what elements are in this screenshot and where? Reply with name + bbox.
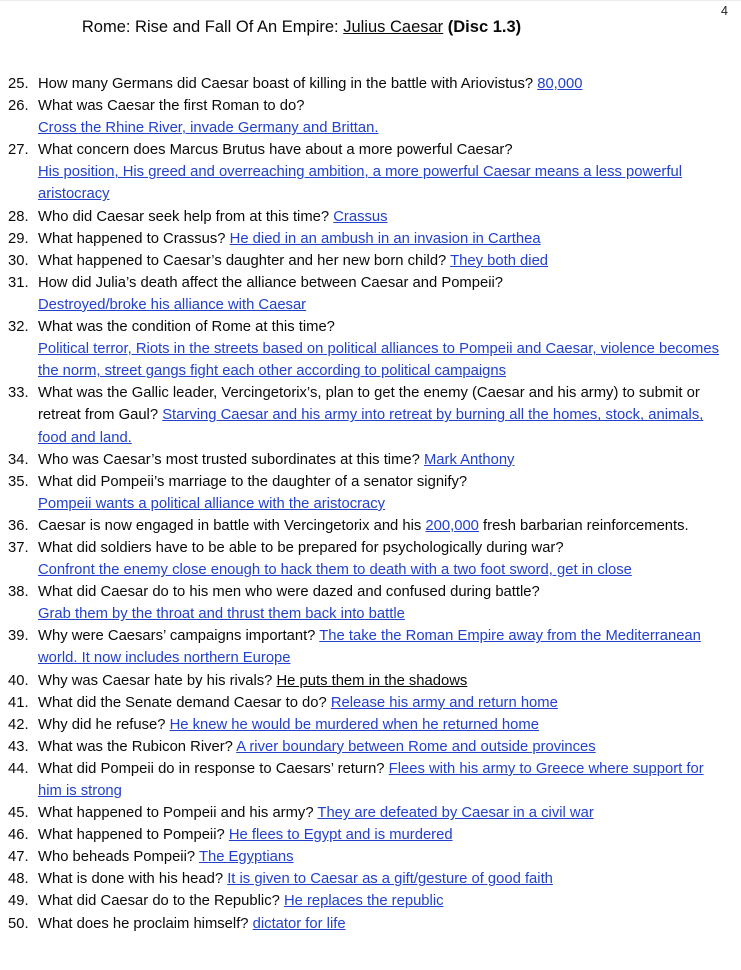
answer-text: His position, His greed and overreaching ambition, a more powerful Caesar means a less powerful aristocracy bbox=[38, 164, 682, 203]
question-text: Why were Caesars’ campaigns important? bbox=[38, 628, 320, 645]
answer-text: Pompeii wants a political alliance with the aristocracy bbox=[38, 495, 386, 512]
answer-text: Starving Caesar and his army into retreat by burning all the homes, stock, animals, food and land. bbox=[38, 407, 704, 446]
question-number: 30. bbox=[8, 252, 29, 269]
question-number: 49. bbox=[8, 893, 29, 910]
question-text: fresh barbarian reinforcements. bbox=[478, 517, 689, 534]
question-number: 40. bbox=[8, 672, 29, 689]
question-item bbox=[8, 670, 722, 692]
question-item bbox=[8, 316, 722, 382]
question-text: Who beheads Pompeii? bbox=[38, 849, 199, 866]
answer-text: Political terror, Riots in the streets based on political alliances to Pompeii and Caesar, violence becomes the norm, street gangs fight each other according to political campaigns bbox=[38, 341, 720, 380]
question-item bbox=[8, 824, 722, 846]
question-item bbox=[8, 515, 722, 537]
question-item bbox=[8, 382, 722, 448]
answer-text: He died in an ambush in an invasion in Carthea bbox=[229, 230, 541, 247]
answer-text: The take the Roman Empire away from the Mediterranean world. It now includes northern Europe bbox=[38, 628, 701, 667]
question-item bbox=[8, 868, 722, 890]
answer-text: A river boundary between Rome and outside provinces bbox=[236, 738, 596, 755]
question-number: 42. bbox=[8, 716, 29, 733]
answer-text: 200,000 bbox=[425, 517, 479, 534]
question-item bbox=[8, 913, 722, 935]
question-number: 35. bbox=[8, 473, 29, 490]
question-item bbox=[8, 272, 722, 316]
question-number: 37. bbox=[8, 539, 29, 556]
question-text: What did the Senate demand Caesar to do? bbox=[38, 694, 331, 711]
question-text: What happened to Crassus? bbox=[38, 230, 230, 247]
question-text: How did Julia’s death affect the alliance between Caesar and Pompeii? bbox=[38, 274, 504, 291]
question-item bbox=[8, 206, 722, 228]
question-item bbox=[8, 846, 722, 868]
page-number: 4 bbox=[721, 4, 728, 18]
question-item bbox=[8, 139, 722, 205]
question-text: Who did Caesar seek help from at this time? bbox=[38, 208, 334, 225]
question-number: 50. bbox=[8, 915, 29, 932]
question-text: What did Caesar do to the Republic? bbox=[38, 893, 284, 910]
question-text: What happened to Pompeii and his army? bbox=[38, 805, 318, 822]
question-number: 46. bbox=[8, 827, 29, 844]
question-item bbox=[8, 802, 722, 824]
question-number: 32. bbox=[8, 319, 29, 336]
question-number: 43. bbox=[8, 738, 29, 755]
answer-text: Release his army and return home bbox=[330, 694, 558, 711]
title-disc-label: (Disc 1.3) bbox=[443, 18, 522, 36]
question-text: Why did he refuse? bbox=[38, 716, 170, 733]
question-text: What happened to Pompeii? bbox=[38, 827, 229, 844]
question-item bbox=[8, 758, 722, 802]
question-item bbox=[8, 890, 722, 912]
answer-text: Confront the enemy close enough to hack them to death with a two foot sword, get in close bbox=[38, 562, 632, 579]
question-number: 28. bbox=[8, 208, 29, 225]
answer-text: The Egyptians bbox=[198, 849, 294, 866]
question-number: 31. bbox=[8, 274, 29, 291]
question-number: 27. bbox=[8, 142, 29, 159]
question-text: What did Caesar do to his men who were dazed and confused during battle? bbox=[38, 584, 540, 601]
question-number: 36. bbox=[8, 517, 29, 534]
question-number: 25. bbox=[8, 76, 29, 92]
question-text: Who was Caesar’s most trusted subordinates at this time? bbox=[38, 451, 424, 468]
answer-text: Mark Anthony bbox=[423, 451, 515, 468]
question-text: What did Pompeii do in response to Caesars’ return? bbox=[38, 760, 389, 777]
question-text: How many Germans did Caesar boast of killing in the battle with Ariovistus? bbox=[38, 76, 538, 92]
question-number: 45. bbox=[8, 805, 29, 822]
answer-text: dictator for life bbox=[252, 915, 346, 932]
question-text: What was the condition of Rome at this time? bbox=[38, 319, 335, 336]
question-item bbox=[8, 73, 722, 95]
question-item bbox=[8, 537, 722, 581]
question-item bbox=[8, 714, 722, 736]
answer-text: He flees to Egypt and is murdered bbox=[228, 827, 453, 844]
question-text: What is done with his head? bbox=[38, 871, 228, 888]
question-item bbox=[8, 250, 722, 272]
question-text: What concern does Marcus Brutus have about a more powerful Caesar? bbox=[38, 142, 513, 159]
question-number: 48. bbox=[8, 871, 29, 888]
question-item bbox=[8, 692, 722, 714]
title-prefix: Rome: Rise and Fall Of An Empire: bbox=[81, 18, 344, 36]
document-title bbox=[0, 1, 741, 37]
answer-text: Grab them by the throat and thrust them back into battle bbox=[38, 606, 405, 623]
question-text: What was the Gallic leader, Vercingetorix’s, plan to get the enemy (Caesar and his army) to submit or retreat from Gaul? bbox=[38, 385, 700, 424]
answer-text: Flees with his army to Greece where support for him is strong bbox=[38, 760, 704, 799]
question-item bbox=[8, 471, 722, 515]
answer-text: He puts them in the shadows bbox=[276, 672, 468, 689]
answer-text: They are defeated by Caesar in a civil war bbox=[317, 805, 594, 822]
title-underlined: Julius Caesar bbox=[343, 18, 444, 36]
answer-text: He replaces the republic bbox=[283, 893, 444, 910]
question-text: Why was Caesar hate by his rivals? bbox=[38, 672, 277, 689]
question-number: 41. bbox=[8, 694, 29, 711]
answer-text: He knew he would be murdered when he returned home bbox=[169, 716, 539, 733]
question-text: What did Pompeii’s marriage to the daughter of a senator signify? bbox=[38, 473, 468, 490]
question-number: 26. bbox=[8, 98, 29, 115]
answer-text: It is given to Caesar as a gift/gesture of good faith bbox=[227, 871, 553, 888]
question-text: What does he proclaim himself? bbox=[38, 915, 253, 932]
answer-text: Destroyed/broke his alliance with Caesar bbox=[38, 296, 307, 313]
question-text: What was the Rubicon River? bbox=[38, 738, 237, 755]
question-item bbox=[8, 581, 722, 625]
question-item bbox=[8, 228, 722, 250]
answer-text: They both died bbox=[450, 252, 549, 269]
answer-text: Crassus bbox=[333, 208, 388, 225]
question-text: Caesar is now engaged in battle with Vercingetorix and his bbox=[38, 517, 426, 534]
questions-list bbox=[8, 73, 722, 935]
question-item bbox=[8, 625, 722, 669]
question-item bbox=[8, 736, 722, 758]
question-number: 44. bbox=[8, 760, 29, 777]
question-number: 38. bbox=[8, 584, 29, 601]
question-number: 29. bbox=[8, 230, 29, 247]
question-text: What happened to Caesar’s daughter and her new born child? bbox=[38, 252, 451, 269]
answer-text: 80,000 bbox=[537, 76, 583, 92]
question-number: 33. bbox=[8, 385, 29, 402]
question-number: 34. bbox=[8, 451, 29, 468]
question-text: What did soldiers have to be able to be prepared for psychologically during war? bbox=[38, 539, 564, 556]
question-item bbox=[8, 95, 722, 139]
question-text: What was Caesar the first Roman to do? bbox=[38, 98, 305, 115]
question-number: 47. bbox=[8, 849, 29, 866]
answer-text: Cross the Rhine River, invade Germany and Brittan. bbox=[38, 120, 379, 137]
question-number: 39. bbox=[8, 628, 29, 645]
question-item bbox=[8, 449, 722, 471]
